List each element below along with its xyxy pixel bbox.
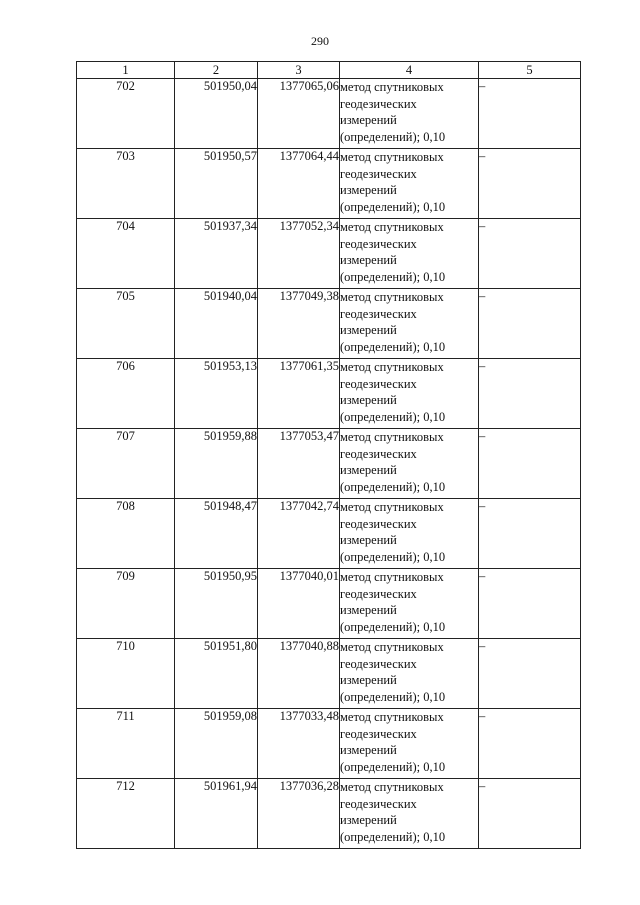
method-cell <box>340 499 479 569</box>
method-cell <box>340 569 479 639</box>
method-text-line: (определений); 0,10 <box>340 129 446 144</box>
method-text-line: геодезических <box>340 96 417 111</box>
method-text-line: (определений); 0,10 <box>340 199 446 214</box>
x-coordinate-cell: 501953,13 <box>175 359 258 429</box>
y-coordinate-cell: 1377049,38 <box>258 289 340 359</box>
x-coordinate-cell: 501937,34 <box>175 219 258 289</box>
point-number-cell: 702 <box>77 79 175 149</box>
method-text-line: (определений); 0,10 <box>340 759 446 774</box>
method-text-line: измерений <box>340 113 397 127</box>
method-text-line: геодезических <box>340 796 417 811</box>
y-coordinate-cell: 1377061,35 <box>258 359 340 429</box>
x-coordinate-cell: 501950,95 <box>175 569 258 639</box>
point-number-cell: 707 <box>77 429 175 499</box>
note-cell: – <box>479 359 581 429</box>
method-text-line: геодезических <box>340 166 417 181</box>
x-coordinate-cell: 501959,88 <box>175 429 258 499</box>
method-cell <box>340 289 479 359</box>
table-row <box>77 359 581 429</box>
x-coordinate-cell: 501948,47 <box>175 499 258 569</box>
table-row <box>77 709 581 779</box>
table-row <box>77 779 581 849</box>
method-text-line: геодезических <box>340 516 417 531</box>
method-cell <box>340 359 479 429</box>
method-text-line: (определений); 0,10 <box>340 339 446 354</box>
table-row <box>77 499 581 569</box>
y-coordinate-cell: 1377064,44 <box>258 149 340 219</box>
note-cell: – <box>479 709 581 779</box>
method-text-line: метод спутниковых <box>340 150 444 164</box>
y-coordinate-cell: 1377040,01 <box>258 569 340 639</box>
method-text-line: измерений <box>340 743 397 757</box>
method-text-line: измерений <box>340 673 397 687</box>
y-coordinate-cell: 1377065,06 <box>258 79 340 149</box>
note-cell: – <box>479 149 581 219</box>
column-header-1: 1 <box>77 62 175 79</box>
method-text-line: измерений <box>340 323 397 337</box>
method-text-line: (определений); 0,10 <box>340 619 446 634</box>
y-coordinate-cell: 1377042,74 <box>258 499 340 569</box>
method-text-line: измерений <box>340 253 397 267</box>
method-text-line: метод спутниковых <box>340 710 444 724</box>
x-coordinate-cell: 501951,80 <box>175 639 258 709</box>
coordinates-table <box>76 61 581 849</box>
method-text-line: метод спутниковых <box>340 290 444 304</box>
method-text-line: измерений <box>340 603 397 617</box>
method-cell <box>340 149 479 219</box>
method-cell <box>340 639 479 709</box>
table-header-row <box>77 62 581 79</box>
note-cell: – <box>479 499 581 569</box>
method-text-line: геодезических <box>340 236 417 251</box>
method-text-line: измерений <box>340 183 397 197</box>
note-cell: – <box>479 289 581 359</box>
point-number-cell: 704 <box>77 219 175 289</box>
note-cell: – <box>479 569 581 639</box>
method-cell <box>340 79 479 149</box>
point-number-cell: 703 <box>77 149 175 219</box>
method-text-line: метод спутниковых <box>340 360 444 374</box>
table-row <box>77 289 581 359</box>
page-number: 290 <box>311 34 329 48</box>
method-cell <box>340 779 479 849</box>
method-cell <box>340 709 479 779</box>
method-text-line: геодезических <box>340 586 417 601</box>
method-text-line: геодезических <box>340 376 417 391</box>
x-coordinate-cell: 501950,04 <box>175 79 258 149</box>
x-coordinate-cell: 501950,57 <box>175 149 258 219</box>
method-text-line: (определений); 0,10 <box>340 689 446 704</box>
table-row <box>77 639 581 709</box>
table-body <box>77 79 581 849</box>
y-coordinate-cell: 1377052,34 <box>258 219 340 289</box>
y-coordinate-cell: 1377036,28 <box>258 779 340 849</box>
note-cell: – <box>479 779 581 849</box>
method-text-line: метод спутниковых <box>340 570 444 584</box>
method-text-line: метод спутниковых <box>340 80 444 94</box>
point-number-cell: 712 <box>77 779 175 849</box>
point-number-cell: 706 <box>77 359 175 429</box>
column-header-3: 3 <box>258 62 340 79</box>
method-text-line: геодезических <box>340 446 417 461</box>
y-coordinate-cell: 1377053,47 <box>258 429 340 499</box>
column-header-2: 2 <box>175 62 258 79</box>
note-cell: – <box>479 219 581 289</box>
method-text-line: геодезических <box>340 306 417 321</box>
method-text-line: (определений); 0,10 <box>340 829 446 844</box>
table-row <box>77 569 581 639</box>
method-text-line: измерений <box>340 813 397 827</box>
table-row <box>77 79 581 149</box>
method-text-line: измерений <box>340 533 397 547</box>
point-number-cell: 708 <box>77 499 175 569</box>
y-coordinate-cell: 1377033,48 <box>258 709 340 779</box>
x-coordinate-cell: 501940,04 <box>175 289 258 359</box>
method-text-line: метод спутниковых <box>340 430 444 444</box>
method-text-line: метод спутниковых <box>340 780 444 794</box>
method-text-line: метод спутниковых <box>340 640 444 654</box>
column-header-5: 5 <box>479 62 581 79</box>
point-number-cell: 705 <box>77 289 175 359</box>
method-text-line: геодезических <box>340 656 417 671</box>
table-row <box>77 149 581 219</box>
method-text-line: геодезических <box>340 726 417 741</box>
method-cell <box>340 219 479 289</box>
point-number-cell: 709 <box>77 569 175 639</box>
method-text-line: (определений); 0,10 <box>340 409 446 424</box>
point-number-cell: 711 <box>77 709 175 779</box>
method-text-line: (определений); 0,10 <box>340 269 446 284</box>
method-text-line: метод спутниковых <box>340 220 444 234</box>
x-coordinate-cell: 501959,08 <box>175 709 258 779</box>
column-header-4: 4 <box>340 62 479 79</box>
method-text-line: измерений <box>340 463 397 477</box>
note-cell: – <box>479 429 581 499</box>
method-text-line: (определений); 0,10 <box>340 479 446 494</box>
x-coordinate-cell: 501961,94 <box>175 779 258 849</box>
method-text-line: измерений <box>340 393 397 407</box>
method-text-line: метод спутниковых <box>340 500 444 514</box>
table-row <box>77 429 581 499</box>
point-number-cell: 710 <box>77 639 175 709</box>
note-cell: – <box>479 79 581 149</box>
table-row <box>77 219 581 289</box>
method-cell <box>340 429 479 499</box>
y-coordinate-cell: 1377040,88 <box>258 639 340 709</box>
method-text-line: (определений); 0,10 <box>340 549 446 564</box>
note-cell: – <box>479 639 581 709</box>
